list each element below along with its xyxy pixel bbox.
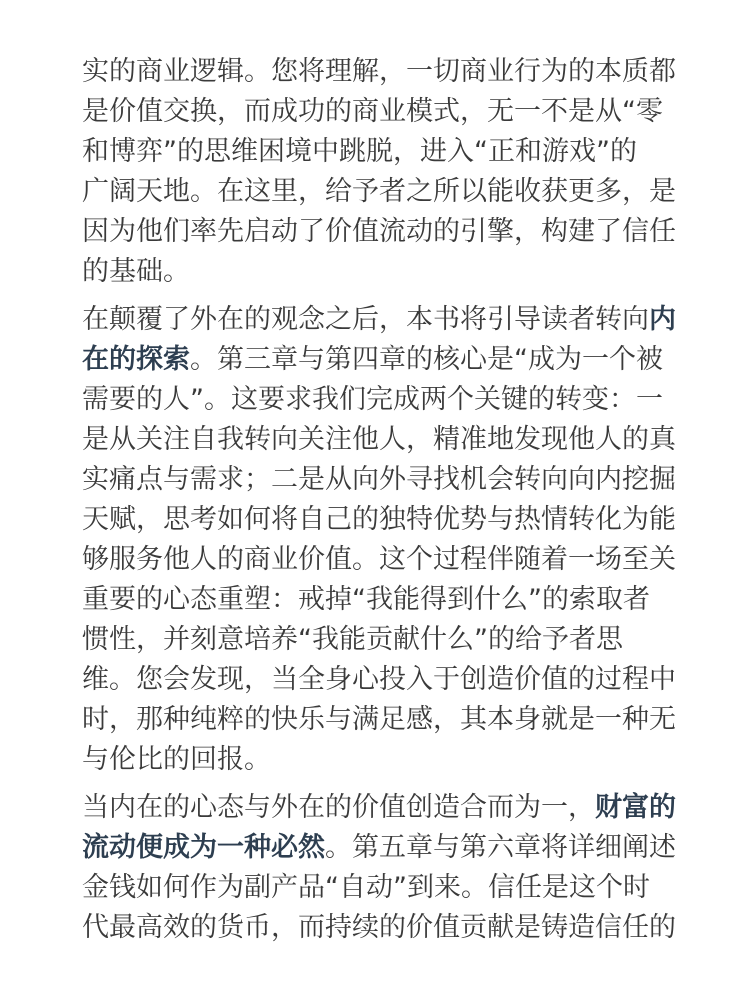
text-segment: 是从关注自我转向关注他人，精准地发现他人的真 (82, 424, 676, 455)
text-segment: 与伦比的回报。 (82, 744, 271, 775)
text-segment: 够服务他人的商业价值。这个过程伴随着一场至关 (82, 544, 676, 575)
paragraph-2-line-12 (82, 740, 682, 780)
paragraph-2-line-8 (82, 580, 682, 620)
text-segment: 时，那种纯粹的快乐与满足感，其本身就是一种无 (82, 704, 676, 735)
bold-text-segment: 流动便成为一种必然 (82, 832, 325, 863)
paragraph-2-line-5 (82, 460, 682, 500)
paragraph-2-line-1 (82, 300, 682, 340)
text-segment: 因为他们率先启动了价值流动的引擎，构建了信任 (82, 216, 676, 247)
text-segment: 在颠覆了外在的观念之后，本书将引导读者转向 (82, 304, 649, 335)
text-segment: 惯性，并刻意培养“我能贡献什么”的给予者思 (82, 624, 623, 655)
paragraph-3-line-4 (82, 908, 682, 948)
text-segment: 。第三章与第四章的核心是“成为一个被 (190, 344, 663, 375)
bold-text-segment: 内 (649, 304, 676, 335)
text-segment: 当内在的心态与外在的价值创造合而为一， (82, 792, 595, 823)
paragraph-2-line-7 (82, 540, 682, 580)
paragraph-1-line-1 (82, 52, 682, 92)
paragraph-1-line-5 (82, 212, 682, 252)
text-segment: 需要的人”。这要求我们完成两个关键的转变：一 (82, 384, 663, 415)
paragraph-2-line-2 (82, 340, 682, 380)
paragraph-2-line-6 (82, 500, 682, 540)
paragraph-1-line-2 (82, 92, 682, 132)
paragraph-2-line-3 (82, 380, 682, 420)
paragraph-2-line-10 (82, 660, 682, 700)
paragraph-2-line-9 (82, 620, 682, 660)
paragraph-1-line-4 (82, 172, 682, 212)
text-segment: 天赋，思考如何将自己的独特优势与热情转化为能 (82, 504, 676, 535)
text-segment: 的基础。 (82, 256, 190, 287)
text-segment: 和博弈”的思维困境中跳脱，进入“正和游戏”的 (82, 136, 637, 167)
bold-text-segment: 财富的 (595, 792, 676, 823)
text-segment: 实痛点与需求；二是从向外寻找机会转向向内挖掘 (82, 464, 676, 495)
paragraph-2-line-11 (82, 700, 682, 740)
text-segment: 广阔天地。在这里，给予者之所以能收获更多，是 (82, 176, 676, 207)
text-segment: 是价值交换，而成功的商业模式，无一不是从“零 (82, 96, 663, 127)
text-segment: 实的商业逻辑。您将理解，一切商业行为的本质都 (82, 56, 676, 87)
paragraph-3-line-3 (82, 868, 682, 908)
paragraph-1-line-6 (82, 252, 682, 292)
paragraph-1-line-3 (82, 132, 682, 172)
bold-text-segment: 在的探索 (82, 344, 190, 375)
text-segment: 金钱如何作为副产品“自动”到来。信任是这个时 (82, 872, 650, 903)
text-segment: 代最高效的货币，而持续的价值贡献是铸造信任的 (82, 912, 676, 943)
text-segment: 维。您会发现，当全身心投入于创造价值的过程中 (82, 664, 676, 695)
paragraph-2-line-4 (82, 420, 682, 460)
text-segment: 。第五章与第六章将详细阐述 (325, 832, 676, 863)
paragraph-3-line-2 (82, 828, 682, 868)
text-segment: 重要的心态重塑：戒掉“我能得到什么”的索取者 (82, 584, 650, 615)
paragraph-3-line-1 (82, 788, 682, 828)
